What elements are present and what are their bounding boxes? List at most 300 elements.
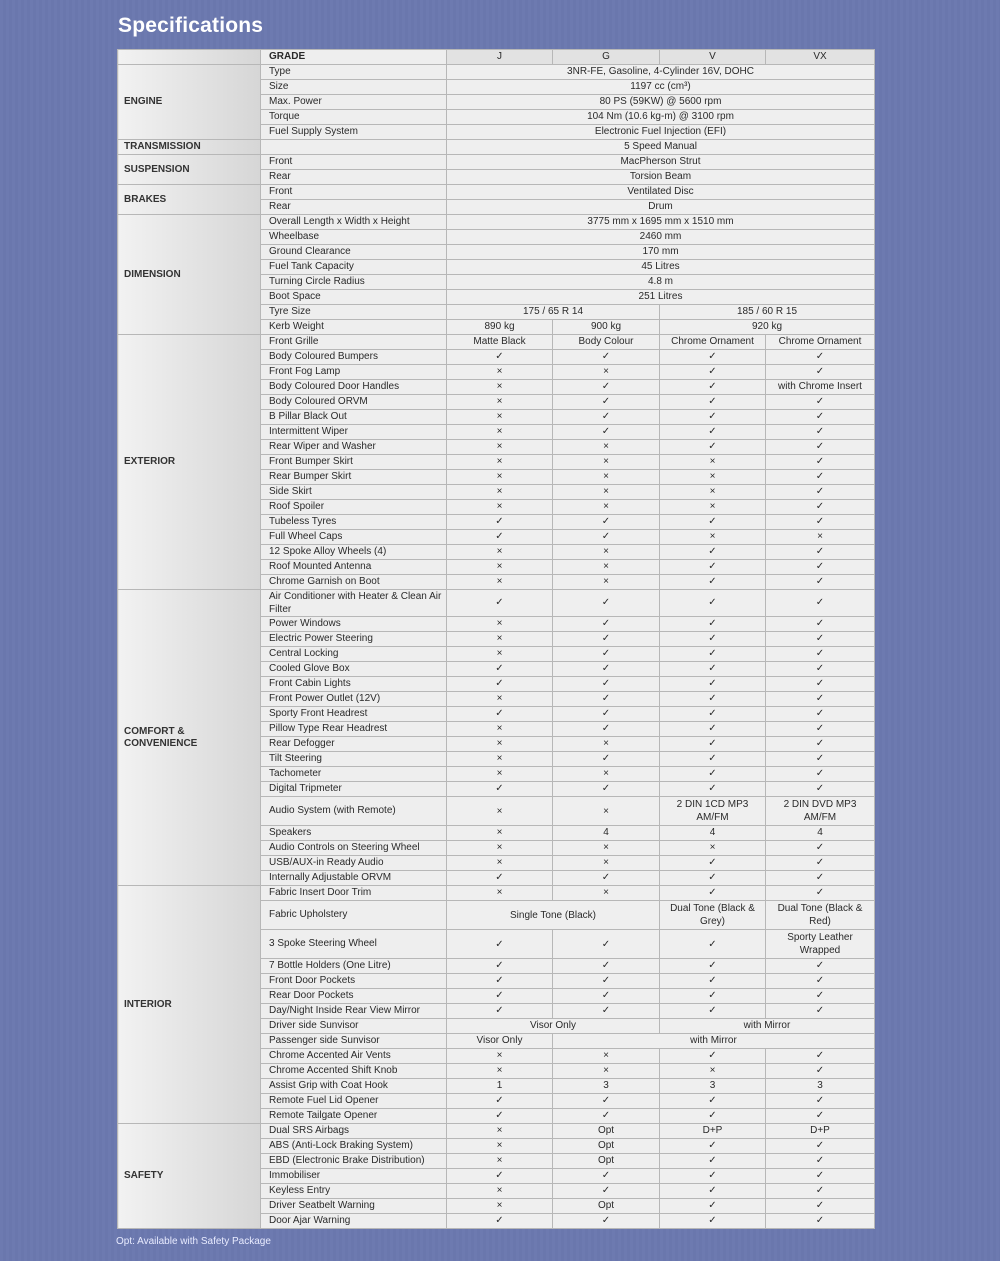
spec-value: ✓ <box>553 707 660 722</box>
spec-value: × <box>553 440 660 455</box>
spec-value: × <box>553 841 660 856</box>
feature-name: Audio System (with Remote) <box>261 797 447 826</box>
spec-value: ✓ <box>660 974 766 989</box>
spec-value: ✓ <box>553 930 660 959</box>
feature-name: Front Fog Lamp <box>261 365 447 380</box>
spec-value: ✓ <box>766 974 875 989</box>
section-label: INTERIOR <box>118 886 261 1124</box>
spec-value: Chrome Ornament <box>766 335 875 350</box>
spec-value: Ventilated Disc <box>447 185 875 200</box>
spec-value: ✓ <box>766 692 875 707</box>
spec-value: MacPherson Strut <box>447 155 875 170</box>
spec-value: Visor Only <box>447 1019 660 1034</box>
page-title: Specifications <box>118 14 264 37</box>
spec-value: ✓ <box>660 737 766 752</box>
grade-j: J <box>447 50 553 65</box>
spec-value: ✓ <box>766 515 875 530</box>
spec-row <box>118 886 875 901</box>
feature-name: Air Conditioner with Heater & Clean Air Filter <box>261 590 447 617</box>
feature-name: Remote Fuel Lid Opener <box>261 1094 447 1109</box>
feature-name: Passenger side Sunvisor <box>261 1034 447 1049</box>
spec-value: ✓ <box>766 485 875 500</box>
spec-value: ✓ <box>660 989 766 1004</box>
spec-value: ✓ <box>766 1064 875 1079</box>
feature-name: Pillow Type Rear Headrest <box>261 722 447 737</box>
spec-value: × <box>660 500 766 515</box>
feature-name: Front Grille <box>261 335 447 350</box>
spec-value: ✓ <box>766 1094 875 1109</box>
spec-value: ✓ <box>660 575 766 590</box>
feature-name: Assist Grip with Coat Hook <box>261 1079 447 1094</box>
feature-name: Fabric Upholstery <box>261 901 447 930</box>
spec-value: ✓ <box>447 871 553 886</box>
feature-name: Chrome Accented Air Vents <box>261 1049 447 1064</box>
spec-value: × <box>447 380 553 395</box>
feature-name: Torque <box>261 110 447 125</box>
spec-value: ✓ <box>553 1004 660 1019</box>
spec-value: ✓ <box>553 395 660 410</box>
spec-value: ✓ <box>447 1004 553 1019</box>
spec-value: Opt <box>553 1124 660 1139</box>
spec-value: × <box>447 752 553 767</box>
feature-name: Tilt Steering <box>261 752 447 767</box>
spec-value: with Mirror <box>660 1019 875 1034</box>
spec-value: Torsion Beam <box>447 170 875 185</box>
feature-name: Remote Tailgate Opener <box>261 1109 447 1124</box>
spec-value: ✓ <box>660 677 766 692</box>
feature-name: Chrome Garnish on Boot <box>261 575 447 590</box>
spec-value: ✓ <box>553 350 660 365</box>
spec-value: ✓ <box>660 1184 766 1199</box>
spec-value: ✓ <box>553 1184 660 1199</box>
spec-row <box>118 155 875 170</box>
grade-vx: VX <box>766 50 875 65</box>
spec-value: Sporty Leather Wrapped <box>766 930 875 959</box>
spec-value: Dual Tone (Black & Grey) <box>660 901 766 930</box>
spec-value: ✓ <box>660 515 766 530</box>
spec-value: ✓ <box>553 722 660 737</box>
spec-value: ✓ <box>447 1094 553 1109</box>
feature-name: Front Door Pockets <box>261 974 447 989</box>
feature-name: Central Locking <box>261 647 447 662</box>
spec-value: 4 <box>553 826 660 841</box>
spec-value: × <box>660 455 766 470</box>
spec-value: × <box>447 722 553 737</box>
spec-value: ✓ <box>766 782 875 797</box>
spec-value: × <box>447 1199 553 1214</box>
spec-value: ✓ <box>447 662 553 677</box>
spec-value: ✓ <box>766 545 875 560</box>
spec-value: 104 Nm (10.6 kg-m) @ 3100 rpm <box>447 110 875 125</box>
spec-value: ✓ <box>766 395 875 410</box>
spec-value: 80 PS (59KW) @ 5600 rpm <box>447 95 875 110</box>
spec-value: Matte Black <box>447 335 553 350</box>
spec-value: × <box>447 737 553 752</box>
spec-value: ✓ <box>766 989 875 1004</box>
spec-value: × <box>447 856 553 871</box>
spec-row <box>118 140 875 155</box>
spec-value: 185 / 60 R 15 <box>660 305 875 320</box>
feature-name: Ground Clearance <box>261 245 447 260</box>
spec-value: ✓ <box>766 767 875 782</box>
grade-g: G <box>553 50 660 65</box>
spec-value: 175 / 65 R 14 <box>447 305 660 320</box>
feature-name: Type <box>261 65 447 80</box>
spec-value: ✓ <box>447 930 553 959</box>
spec-value: ✓ <box>660 856 766 871</box>
spec-value: × <box>553 485 660 500</box>
spec-value: × <box>553 455 660 470</box>
spec-value: ✓ <box>660 662 766 677</box>
feature-name: Rear Door Pockets <box>261 989 447 1004</box>
spec-value: × <box>553 365 660 380</box>
spec-value: × <box>447 455 553 470</box>
spec-value: ✓ <box>553 380 660 395</box>
spec-value: × <box>447 485 553 500</box>
feature-name: Digital Tripmeter <box>261 782 447 797</box>
spec-value: ✓ <box>447 677 553 692</box>
grade-header-blank <box>118 50 261 65</box>
grade-header-label: GRADE <box>261 50 447 65</box>
feature-name: Body Coloured Bumpers <box>261 350 447 365</box>
spec-value: ✓ <box>553 1169 660 1184</box>
feature-name: Rear Wiper and Washer <box>261 440 447 455</box>
feature-name: Sporty Front Headrest <box>261 707 447 722</box>
spec-value: ✓ <box>660 1169 766 1184</box>
spec-value: ✓ <box>660 425 766 440</box>
spec-value: ✓ <box>766 1199 875 1214</box>
spec-value: 170 mm <box>447 245 875 260</box>
feature-name: Speakers <box>261 826 447 841</box>
feature-name: Tubeless Tyres <box>261 515 447 530</box>
feature-name: Roof Mounted Antenna <box>261 560 447 575</box>
footnote: Opt: Available with Safety Package <box>116 1236 271 1247</box>
spec-value: × <box>660 470 766 485</box>
spec-value: ✓ <box>553 692 660 707</box>
feature-name: Rear Bumper Skirt <box>261 470 447 485</box>
feature-name: Electric Power Steering <box>261 632 447 647</box>
spec-value: ✓ <box>766 752 875 767</box>
feature-name: Full Wheel Caps <box>261 530 447 545</box>
feature-name: Rear Defogger <box>261 737 447 752</box>
spec-value: ✓ <box>447 590 553 617</box>
feature-name: Front Power Outlet (12V) <box>261 692 447 707</box>
spec-value: × <box>553 545 660 560</box>
spec-value: ✓ <box>766 425 875 440</box>
spec-value: × <box>660 530 766 545</box>
feature-name: Tyre Size <box>261 305 447 320</box>
spec-value: 890 kg <box>447 320 553 335</box>
spec-value: ✓ <box>766 662 875 677</box>
section-label: DIMENSION <box>118 215 261 335</box>
feature-name: Driver Seatbelt Warning <box>261 1199 447 1214</box>
spec-value: ✓ <box>553 632 660 647</box>
spec-value: ✓ <box>766 350 875 365</box>
spec-value: × <box>447 1139 553 1154</box>
spec-value: ✓ <box>553 959 660 974</box>
spec-value: × <box>447 470 553 485</box>
feature-name: Chrome Accented Shift Knob <box>261 1064 447 1079</box>
spec-value: 4 <box>766 826 875 841</box>
spec-value: Drum <box>447 200 875 215</box>
spec-value: ✓ <box>447 530 553 545</box>
spec-value: × <box>447 395 553 410</box>
spec-value: 5 Speed Manual <box>447 140 875 155</box>
spec-value: Chrome Ornament <box>660 335 766 350</box>
spec-value: ✓ <box>553 590 660 617</box>
spec-value: ✓ <box>660 692 766 707</box>
feature-name: Boot Space <box>261 290 447 305</box>
spec-value: 45 Litres <box>447 260 875 275</box>
spec-value: ✓ <box>553 974 660 989</box>
feature-name: Turning Circle Radius <box>261 275 447 290</box>
spec-value: ✓ <box>447 1169 553 1184</box>
spec-value: 3 <box>766 1079 875 1094</box>
spec-value: × <box>447 560 553 575</box>
spec-value: ✓ <box>553 677 660 692</box>
spec-value: ✓ <box>553 752 660 767</box>
spec-value: × <box>447 500 553 515</box>
feature-name: Front Bumper Skirt <box>261 455 447 470</box>
spec-value: with Chrome Insert <box>766 380 875 395</box>
feature-name: Intermittent Wiper <box>261 425 447 440</box>
spec-value: ✓ <box>660 617 766 632</box>
spec-value: × <box>447 1064 553 1079</box>
spec-value: ✓ <box>766 575 875 590</box>
feature-name: Front Cabin Lights <box>261 677 447 692</box>
spec-value: ✓ <box>766 886 875 901</box>
spec-value: ✓ <box>766 871 875 886</box>
spec-value: ✓ <box>553 425 660 440</box>
spec-row <box>118 65 875 80</box>
spec-value: ✓ <box>660 545 766 560</box>
spec-value: × <box>766 530 875 545</box>
spec-value: ✓ <box>766 470 875 485</box>
spec-value: ✓ <box>766 500 875 515</box>
feature-name: Roof Spoiler <box>261 500 447 515</box>
spec-row <box>118 215 875 230</box>
spec-value: × <box>447 545 553 560</box>
feature-name: Rear <box>261 170 447 185</box>
spec-value: ✓ <box>766 1109 875 1124</box>
spec-row <box>118 590 875 617</box>
spec-value: ✓ <box>553 782 660 797</box>
spec-value: ✓ <box>766 365 875 380</box>
spec-value: Opt <box>553 1139 660 1154</box>
spec-value: × <box>447 1124 553 1139</box>
spec-value: ✓ <box>766 1004 875 1019</box>
feature-name <box>261 140 447 155</box>
spec-value: × <box>660 485 766 500</box>
spec-value: × <box>553 797 660 826</box>
spec-value: 2 DIN DVD MP3 AM/FM <box>766 797 875 826</box>
spec-value: ✓ <box>766 440 875 455</box>
spec-value: ✓ <box>660 1109 766 1124</box>
spec-value: ✓ <box>447 1214 553 1229</box>
spec-value: with Mirror <box>553 1034 875 1049</box>
spec-value: ✓ <box>660 1049 766 1064</box>
spec-value: ✓ <box>660 930 766 959</box>
spec-value: ✓ <box>660 647 766 662</box>
spec-value: D+P <box>766 1124 875 1139</box>
spec-value: Visor Only <box>447 1034 553 1049</box>
section-label: ENGINE <box>118 65 261 140</box>
spec-value: 3NR-FE, Gasoline, 4-Cylinder 16V, DOHC <box>447 65 875 80</box>
spec-value: ✓ <box>660 365 766 380</box>
spec-value: ✓ <box>766 455 875 470</box>
spec-value: × <box>447 632 553 647</box>
spec-sheet <box>117 49 874 1229</box>
spec-value: ✓ <box>553 530 660 545</box>
spec-value: ✓ <box>660 1199 766 1214</box>
spec-value: × <box>447 1154 553 1169</box>
spec-value: Body Colour <box>553 335 660 350</box>
feature-name: Front <box>261 185 447 200</box>
section-label: COMFORT & CONVENIENCE <box>118 590 261 886</box>
spec-value: 1197 cc (cm³) <box>447 80 875 95</box>
spec-value: ✓ <box>660 560 766 575</box>
spec-value: × <box>447 767 553 782</box>
spec-value: × <box>447 826 553 841</box>
spec-value: ✓ <box>553 871 660 886</box>
spec-value: ✓ <box>766 1184 875 1199</box>
spec-value: × <box>447 886 553 901</box>
spec-value: ✓ <box>660 1154 766 1169</box>
spec-value: × <box>447 575 553 590</box>
spec-value: ✓ <box>660 1004 766 1019</box>
spec-value: ✓ <box>766 1154 875 1169</box>
feature-name: Door Ajar Warning <box>261 1214 447 1229</box>
spec-value: Electronic Fuel Injection (EFI) <box>447 125 875 140</box>
spec-value: × <box>553 575 660 590</box>
spec-value: ✓ <box>766 841 875 856</box>
spec-value: D+P <box>660 1124 766 1139</box>
section-label: SUSPENSION <box>118 155 261 185</box>
spec-row <box>118 185 875 200</box>
spec-value: ✓ <box>766 1214 875 1229</box>
spec-value: ✓ <box>660 590 766 617</box>
feature-name: 12 Spoke Alloy Wheels (4) <box>261 545 447 560</box>
spec-value: ✓ <box>766 1139 875 1154</box>
spec-value: × <box>447 1049 553 1064</box>
feature-name: ABS (Anti-Lock Braking System) <box>261 1139 447 1154</box>
spec-value: × <box>447 647 553 662</box>
spec-value: ✓ <box>660 350 766 365</box>
spec-value: × <box>447 1184 553 1199</box>
spec-value: Opt <box>553 1154 660 1169</box>
spec-value: 2460 mm <box>447 230 875 245</box>
spec-value: ✓ <box>766 1049 875 1064</box>
spec-value: × <box>447 841 553 856</box>
spec-value: × <box>447 797 553 826</box>
spec-value: × <box>447 440 553 455</box>
spec-value: 920 kg <box>660 320 875 335</box>
spec-value: ✓ <box>766 737 875 752</box>
spec-value: ✓ <box>553 647 660 662</box>
spec-value: × <box>553 470 660 485</box>
spec-value: ✓ <box>766 410 875 425</box>
spec-value: ✓ <box>553 515 660 530</box>
spec-value: 1 <box>447 1079 553 1094</box>
spec-value: ✓ <box>553 1109 660 1124</box>
feature-name: Audio Controls on Steering Wheel <box>261 841 447 856</box>
spec-value: ✓ <box>660 395 766 410</box>
spec-value: ✓ <box>766 707 875 722</box>
spec-value: ✓ <box>660 752 766 767</box>
spec-value: ✓ <box>766 647 875 662</box>
spec-value: ✓ <box>447 515 553 530</box>
feature-name: Rear <box>261 200 447 215</box>
spec-value: ✓ <box>660 410 766 425</box>
spec-value: ✓ <box>553 662 660 677</box>
feature-name: Day/Night Inside Rear View Mirror <box>261 1004 447 1019</box>
spec-value: × <box>553 500 660 515</box>
feature-name: Side Skirt <box>261 485 447 500</box>
feature-name: Keyless Entry <box>261 1184 447 1199</box>
feature-name: 3 Spoke Steering Wheel <box>261 930 447 959</box>
feature-name: Tachometer <box>261 767 447 782</box>
spec-table-body <box>118 50 875 1229</box>
spec-value: ✓ <box>447 1109 553 1124</box>
spec-table <box>117 49 875 1229</box>
spec-value: ✓ <box>766 1169 875 1184</box>
spec-value: ✓ <box>766 856 875 871</box>
spec-value: ✓ <box>553 1094 660 1109</box>
section-label: BRAKES <box>118 185 261 215</box>
spec-value: ✓ <box>447 782 553 797</box>
spec-value: ✓ <box>660 871 766 886</box>
spec-value: Dual Tone (Black & Red) <box>766 901 875 930</box>
spec-value: ✓ <box>766 560 875 575</box>
feature-name: Fuel Supply System <box>261 125 447 140</box>
spec-value: × <box>553 856 660 871</box>
feature-name: Max. Power <box>261 95 447 110</box>
spec-value: × <box>447 617 553 632</box>
spec-value: 4.8 m <box>447 275 875 290</box>
feature-name: EBD (Electronic Brake Distribution) <box>261 1154 447 1169</box>
feature-name: Size <box>261 80 447 95</box>
spec-value: ✓ <box>447 974 553 989</box>
feature-name: Overall Length x Width x Height <box>261 215 447 230</box>
spec-value: × <box>660 1064 766 1079</box>
spec-value: ✓ <box>553 617 660 632</box>
section-label: EXTERIOR <box>118 335 261 590</box>
feature-name: Body Coloured Door Handles <box>261 380 447 395</box>
spec-value: 900 kg <box>553 320 660 335</box>
feature-name: Driver side Sunvisor <box>261 1019 447 1034</box>
spec-value: Single Tone (Black) <box>447 901 660 930</box>
spec-value: ✓ <box>660 767 766 782</box>
spec-value: × <box>447 365 553 380</box>
feature-name: Cooled Glove Box <box>261 662 447 677</box>
feature-name: Kerb Weight <box>261 320 447 335</box>
spec-value: 3775 mm x 1695 mm x 1510 mm <box>447 215 875 230</box>
spec-value: ✓ <box>553 989 660 1004</box>
feature-name: Wheelbase <box>261 230 447 245</box>
spec-value: ✓ <box>447 959 553 974</box>
spec-value: ✓ <box>447 989 553 1004</box>
spec-value: ✓ <box>766 590 875 617</box>
feature-name: USB/AUX-in Ready Audio <box>261 856 447 871</box>
feature-name: Fabric Insert Door Trim <box>261 886 447 901</box>
spec-value: 251 Litres <box>447 290 875 305</box>
feature-name: Immobiliser <box>261 1169 447 1184</box>
spec-value: 4 <box>660 826 766 841</box>
spec-value: ✓ <box>660 707 766 722</box>
spec-value: × <box>447 410 553 425</box>
spec-value: ✓ <box>660 1094 766 1109</box>
section-label: SAFETY <box>118 1124 261 1229</box>
